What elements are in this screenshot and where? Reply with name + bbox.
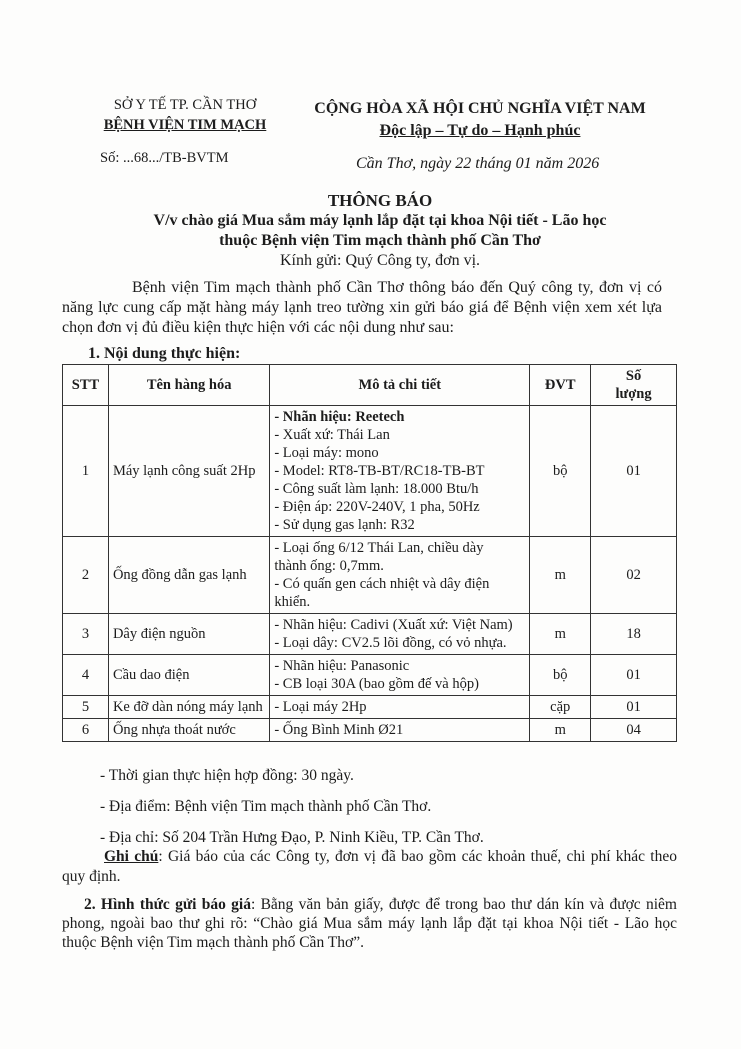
row-desc [270, 614, 530, 655]
row-stt: 2 [63, 537, 109, 614]
recipient-line: Kính gửi: Quý Công ty, đơn vị. [279, 252, 481, 269]
table-header-row [63, 365, 677, 406]
row-qty: 02 [591, 537, 677, 614]
desc-line: - Nhãn hiệu: Panasonic [274, 658, 410, 674]
desc-line: khiển. [274, 594, 311, 610]
row-desc [270, 406, 530, 537]
section-1-title: 1. Nội dung thực hiện: [88, 345, 241, 362]
national-header [300, 98, 660, 142]
desc-line: - Nhãn hiệu: Cadivi (Xuất xứ: Việt Nam) [274, 617, 513, 633]
desc-line: - Có quấn gen cách nhiệt và dây điện [274, 576, 490, 592]
row-stt: 3 [63, 614, 109, 655]
col-name: Tên hàng hóa [108, 365, 269, 406]
note-location: - Địa điểm: Bệnh viện Tim mạch thành phố Cần Thơ. [100, 798, 432, 815]
note-duration: - Thời gian thực hiện hợp đồng: 30 ngày. [100, 767, 354, 784]
document-heading: THÔNG BÁO [327, 191, 433, 210]
row-stt: 4 [63, 655, 109, 696]
row-unit: bộ [530, 655, 591, 696]
section-2-label: 2. Hình thức gửi báo giá [84, 896, 251, 913]
title-block [80, 191, 680, 271]
remark-label: Ghi chú [104, 848, 159, 865]
row-unit: bộ [530, 406, 591, 537]
desc-line: - Xuất xứ: Thái Lan [274, 427, 390, 443]
row-unit: m [530, 719, 591, 742]
desc-line: - CB loại 30A (bao gồm đế và hộp) [274, 676, 479, 692]
row-stt: 5 [63, 696, 109, 719]
col-stt: STT [63, 365, 109, 406]
row-desc [270, 696, 530, 719]
document-date: Cần Thơ, ngày 22 tháng 01 năm 2026 [356, 155, 600, 172]
table-row [63, 719, 677, 742]
row-name: Máy lạnh công suất 2Hp [108, 406, 269, 537]
issuer-department: SỞ Y TẾ TP. CẦN THƠ [113, 97, 257, 113]
row-unit: m [530, 537, 591, 614]
note-address: - Địa chỉ: Số 204 Trần Hưng Đạo, P. Ninh Kiều, TP. Cần Thơ. [100, 829, 484, 846]
col-unit: ĐVT [530, 365, 591, 406]
col-qty-line1: Số [625, 368, 642, 384]
intro-paragraph: Bệnh viện Tim mạch thành phố Cần Thơ thông báo đến Quý công ty, đơn vị có năng lực cung cấp mặt hàng máy lạnh treo tường xin gửi báo giá để Bệnh viện xem xét lựa chọn đơn vị đủ điều kiện thực hiện với các nội dung như sau: [62, 279, 662, 336]
desc-line: - Loại máy 2Hp [274, 699, 367, 715]
national-title: CỘNG HÒA XÃ HỘI CHỦ NGHĨA VIỆT NAM [314, 100, 646, 117]
items-table [62, 364, 677, 742]
row-qty: 18 [591, 614, 677, 655]
row-unit: m [530, 614, 591, 655]
row-desc [270, 655, 530, 696]
desc-line: - Sử dụng gas lạnh: R32 [274, 517, 415, 533]
desc-line: - Ống Bình Minh Ø21 [274, 722, 404, 738]
col-qty-line2: lượng [615, 386, 652, 402]
subject-line-1: V/v chào giá Mua sắm máy lạnh lắp đặt tại khoa Nội tiết - Lão học [153, 212, 607, 229]
row-desc [270, 537, 530, 614]
table-row [63, 537, 677, 614]
desc-line: - Loại dây: CV2.5 lõi đồng, có vỏ nhựa. [274, 635, 507, 651]
subject-line-2: thuộc Bệnh viện Tim mạch thành phố Cần Thơ [219, 232, 541, 249]
desc-line: - Nhãn hiệu: Reetech [274, 409, 405, 425]
desc-line: - Model: RT8-TB-BT/RC18-TB-BT [274, 463, 485, 479]
desc-line: - Loại máy: mono [274, 445, 379, 461]
col-desc: Mô tả chi tiết [270, 365, 530, 406]
desc-line: - Loại ống 6/12 Thái Lan, chiều dày [274, 540, 484, 556]
desc-line: thành ống: 0,7mm. [274, 558, 384, 574]
issuer-block [60, 95, 310, 135]
row-qty: 01 [591, 655, 677, 696]
table-row [63, 406, 677, 537]
row-name: Dây điện nguồn [108, 614, 269, 655]
national-motto: Độc lập – Tự do – Hạnh phúc [379, 122, 581, 139]
row-name: Ống đồng dẫn gas lạnh [108, 537, 269, 614]
row-qty: 01 [591, 696, 677, 719]
remark-paragraph [62, 847, 677, 887]
document-number: Số: ...68.../TB-BVTM [100, 150, 229, 166]
row-unit: cặp [530, 696, 591, 719]
row-name: Cầu dao điện [108, 655, 269, 696]
contract-notes [100, 766, 680, 859]
row-desc [270, 719, 530, 742]
row-qty: 04 [591, 719, 677, 742]
row-stt: 1 [63, 406, 109, 537]
table-row [63, 614, 677, 655]
issuer-hospital: BỆNH VIỆN TIM MẠCH [103, 117, 267, 133]
table-row [63, 696, 677, 719]
row-name: Ống nhựa thoát nước [108, 719, 269, 742]
col-qty [591, 365, 677, 406]
row-stt: 6 [63, 719, 109, 742]
desc-line: - Công suất làm lạnh: 18.000 Btu/h [274, 481, 479, 497]
table-row [63, 655, 677, 696]
remark-text: : Giá báo của các Công ty, đơn vị đã bao gồm các khoản thuế, chi phí khác theo quy định. [62, 848, 677, 885]
desc-line: - Điện áp: 220V-240V, 1 pha, 50Hz [274, 499, 480, 515]
section-2-paragraph [62, 895, 677, 952]
row-qty: 01 [591, 406, 677, 537]
row-name: Ke đỡ dàn nóng máy lạnh [108, 696, 269, 719]
section-2-text: : Bằng văn bản giấy, được để trong bao thư dán kín và được niêm phong, ngoài bao thư ghi rõ: “Chào giá Mua sắm máy lạnh lắp đặt tại khoa Nội tiết - Lão học thuộc Bệnh viện Tim mạch thành phố Cần Thơ”. [62, 896, 677, 951]
